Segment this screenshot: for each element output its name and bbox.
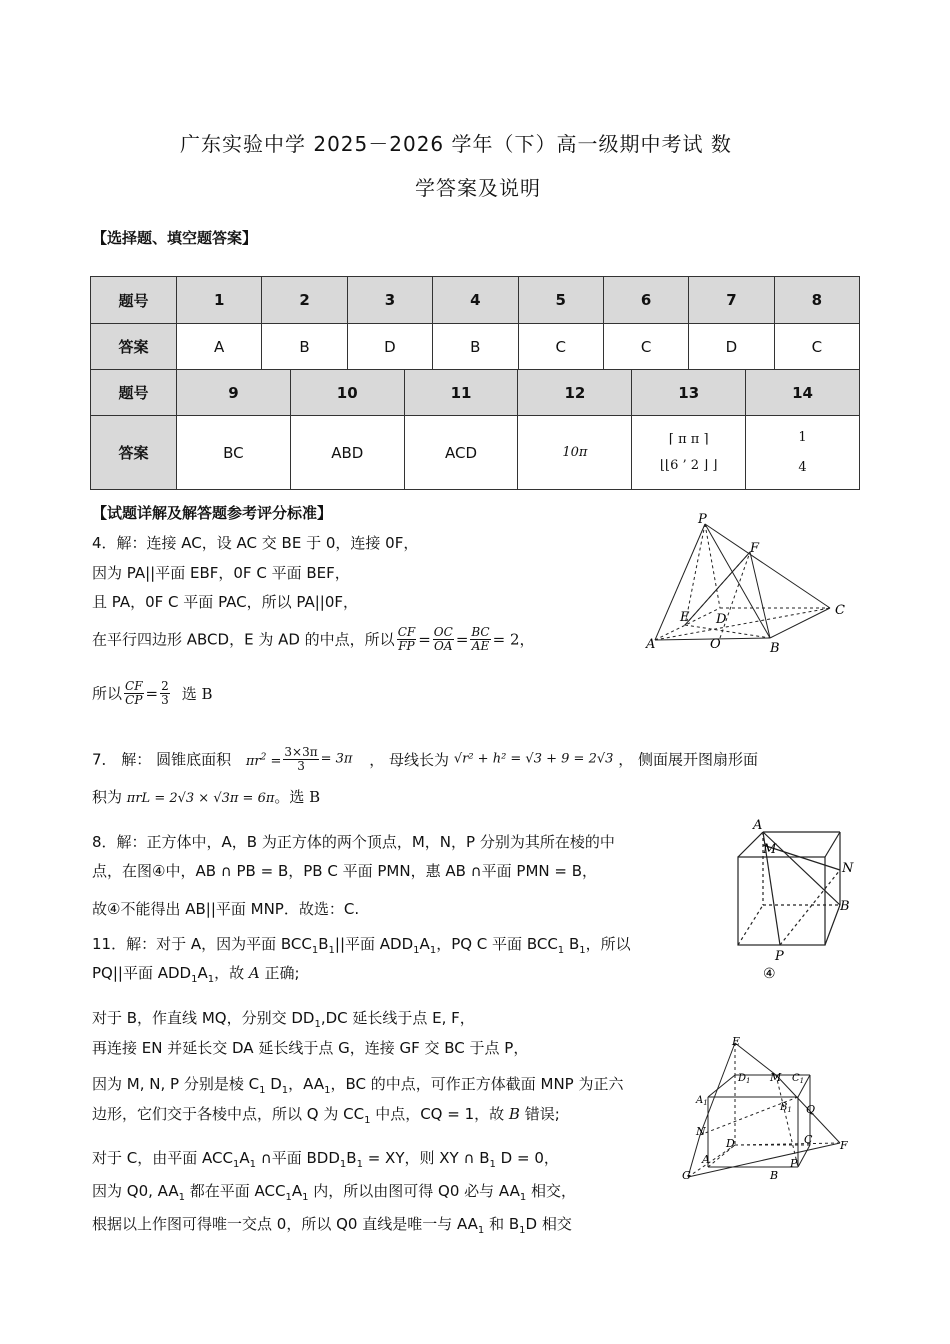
sub: 1	[191, 974, 198, 985]
equals: =	[455, 630, 469, 649]
q4-line-5-end: 选 B	[181, 684, 213, 703]
answer-cell: C	[603, 324, 688, 370]
label-n: N	[696, 1125, 706, 1138]
label-p: P	[698, 512, 707, 527]
q7-line-1	[92, 746, 758, 780]
label-d: D	[726, 1137, 735, 1150]
answer-14-bottom: 4	[798, 459, 807, 475]
answer-cell: A	[177, 324, 262, 370]
sub: 1	[324, 1085, 331, 1096]
sub: 1	[339, 1159, 347, 1170]
q11-line-3	[92, 1007, 475, 1036]
sub: 1	[249, 1159, 256, 1170]
t: 都在平面 ACC	[184, 1182, 286, 1200]
label-q: Q	[806, 1103, 816, 1116]
label-a: A	[753, 818, 763, 833]
t: PQ||平面 ADD	[92, 964, 192, 982]
sub: 1	[364, 1115, 371, 1126]
question-number-cell: 8	[774, 277, 859, 324]
q4-line-2: 因为 PA||平面 EBF，0F C 平面 BEF，	[92, 564, 350, 582]
formula-sup: 2	[260, 752, 267, 763]
sub: 1	[232, 1159, 240, 1170]
numerator: CF	[125, 679, 143, 693]
t: ，所以	[585, 935, 631, 953]
label-b: B	[770, 1169, 779, 1182]
q11-line-5	[92, 1073, 623, 1102]
q8-line-3: 故④不能得出 AB||平面 MNP．故选：C.	[92, 900, 360, 918]
q11-line-2	[92, 962, 300, 991]
label-n: N	[842, 861, 854, 876]
sub: 1	[519, 1225, 526, 1236]
t: D = 0，	[495, 1149, 559, 1167]
q11-line-9	[92, 1213, 572, 1242]
sub: 1	[178, 1192, 185, 1203]
t: A	[197, 964, 208, 982]
q4-line-4-text: 在平行四边形 ABCD，E 为 AD 的中点，所以	[92, 630, 395, 649]
t: ，AA	[288, 1075, 325, 1093]
t: B	[564, 935, 580, 953]
label-m: M	[770, 1071, 782, 1084]
question-number-cell: 9	[177, 370, 291, 416]
label-f: F	[840, 1139, 848, 1152]
t: 对于 B，作直线 MQ，分别交 DD	[92, 1009, 315, 1027]
answer-cell: C	[518, 324, 603, 370]
q8-cube-figure	[725, 815, 860, 985]
sub: 1	[311, 945, 319, 956]
table-answer-label: 答案	[91, 324, 177, 370]
formula-eq: =	[270, 753, 282, 769]
answer-cell: ABD	[290, 416, 404, 490]
answer-table-2	[90, 369, 860, 490]
table-answer-label: 答案	[91, 416, 177, 490]
table-header-cell: 题号	[91, 277, 177, 324]
t: ，故	[214, 964, 249, 982]
label-d: D	[716, 612, 727, 627]
sub: 1	[259, 1085, 266, 1096]
label-c: C	[804, 1133, 813, 1146]
sub: 1	[356, 1159, 363, 1170]
answer-13-bottom: ⌊⌊6 ’ 2 ⌋ ⌋	[659, 457, 718, 473]
answer-cell: 10π	[518, 416, 632, 490]
q4-pyramid-figure	[640, 510, 860, 660]
formula-part: πr	[245, 753, 261, 769]
label-d1-sub: 1	[746, 1077, 751, 1085]
label-o: O	[710, 637, 721, 652]
q4-line-4	[92, 626, 535, 653]
t: = XY，则 XY ∩ B	[362, 1149, 490, 1167]
t: 相交，	[526, 1182, 577, 1200]
question-number-cell: 13	[632, 370, 746, 416]
t: B	[508, 1105, 520, 1123]
answer-cell: C	[774, 324, 859, 370]
q7-text-a: 7． 解： 圆锥底面积	[92, 750, 232, 769]
question-number-cell: 4	[433, 277, 518, 324]
label-e: E	[732, 1035, 741, 1048]
answer-cell: ACD	[404, 416, 518, 490]
answer-cell-13	[632, 416, 746, 490]
label-g: G	[682, 1169, 691, 1182]
sub: 1	[281, 1085, 289, 1096]
question-number-cell: 2	[262, 277, 347, 324]
label-b1	[779, 1102, 792, 1114]
t: 和 B	[484, 1215, 520, 1233]
fraction	[470, 626, 490, 653]
t: B	[346, 1149, 357, 1167]
t: 中点，CQ = 1，故	[370, 1105, 509, 1123]
q7-text-c: ， 侧面展开图扇形面	[618, 750, 758, 769]
sub: 1	[489, 1159, 496, 1170]
t: ，BC 的中点，可作正方体截面 MNP 为正六	[330, 1075, 624, 1093]
t: A	[291, 1182, 303, 1200]
t: 错误;	[519, 1105, 560, 1123]
sub: 1	[302, 1192, 309, 1203]
answer-cell: B	[262, 324, 347, 370]
label-b1-main: B	[780, 1102, 788, 1113]
sub: 1	[207, 974, 215, 985]
formula-result: = 3π	[320, 751, 353, 767]
table-row	[91, 324, 860, 370]
t: 对于 C，由平面 ACC	[92, 1149, 233, 1167]
table-row	[91, 277, 860, 324]
question-number-cell: 10	[290, 370, 404, 416]
q8-line-1: 8．解：正方体中，A，B 为正方体的两个顶点，M，N，P 分别为其所在棱的中	[92, 833, 615, 851]
q11-line-8	[92, 1180, 576, 1209]
question-number-cell: 5	[518, 277, 603, 324]
sub: 1	[314, 1019, 321, 1030]
label-b1-sub: 1	[787, 1106, 792, 1114]
denominator: OA	[434, 639, 453, 653]
q4-line-5-text: 所以	[92, 684, 123, 703]
sector-formula: πrL = 2√3 × √3π = 6π	[126, 791, 275, 806]
q11-line-1	[92, 933, 631, 962]
q11-cube-section-figure	[680, 1035, 855, 1185]
area-formula	[246, 754, 282, 769]
t: D	[265, 1075, 282, 1093]
t: ,DC 延长线于点 E, F，	[320, 1009, 475, 1027]
label-b: B	[840, 899, 850, 914]
label-p: P	[790, 1157, 798, 1170]
question-number-cell: 6	[603, 277, 688, 324]
sub: 1	[519, 1192, 527, 1203]
answer-cell: BC	[177, 416, 291, 490]
label-p: P	[775, 949, 784, 964]
t: ，PQ C 平面 BCC	[436, 935, 558, 953]
answer-table-1	[90, 276, 860, 370]
sub: 1	[328, 945, 335, 956]
slant-formula: √r² + h² = √3 + 9 = 2√3	[453, 751, 614, 767]
question-number-cell: 7	[689, 277, 774, 324]
table-header-cell: 题号	[91, 370, 177, 416]
numerator: BC	[471, 625, 490, 639]
question-number-cell: 1	[177, 277, 262, 324]
label-e: E	[680, 610, 690, 625]
fraction	[397, 626, 417, 653]
sub: 1	[557, 945, 565, 956]
question-number-cell: 11	[404, 370, 518, 416]
sub: 1	[477, 1225, 485, 1236]
t: 正确;	[259, 964, 300, 982]
q4-line-3: 且 PA，0F C 平面 PAC，所以 PA||0F，	[92, 593, 359, 611]
q11-line-4: 再连接 EN 并延长交 DA 延长线于点 G，连接 GF 交 BC 于点 P，	[92, 1039, 529, 1057]
fraction	[283, 746, 318, 773]
q4-line-4-end: = 2，	[492, 630, 535, 649]
t: ∩平面 BDD	[255, 1149, 340, 1167]
q4-line-5	[92, 680, 213, 707]
label-c1-main: C	[792, 1073, 800, 1084]
section-heading-answers: 【选择题、填空题答案】	[92, 229, 258, 247]
sub: 1	[285, 1192, 292, 1203]
denominator: 3	[161, 693, 169, 707]
q7-line-2-end: 。选 B	[274, 788, 321, 806]
t: A	[239, 1149, 250, 1167]
label-c1-sub: 1	[799, 1077, 805, 1085]
answer-cell: B	[433, 324, 518, 370]
denominator: 3	[297, 759, 305, 773]
answer-cell: D	[347, 324, 432, 370]
t: 边形，它们交于各棱中点，所以 Q 为 CC	[92, 1105, 365, 1123]
fraction	[433, 626, 454, 653]
label-a: A	[646, 637, 656, 652]
t: A	[248, 964, 260, 982]
t: 内，所以由图可得 Q0 必与 AA	[308, 1182, 520, 1200]
denominator: CP	[125, 693, 143, 707]
question-number-cell: 3	[347, 277, 432, 324]
sub: 1	[413, 945, 420, 956]
answer-14-top: 1	[798, 429, 807, 445]
denominator: FP	[398, 639, 415, 653]
table-row	[91, 370, 860, 416]
label-c: C	[835, 603, 845, 618]
label-d1-main: D	[738, 1073, 747, 1084]
label-a: A	[702, 1153, 710, 1166]
question-number-cell: 14	[746, 370, 860, 416]
label-m: M	[763, 842, 777, 857]
q8-line-2: 点，在图④中，AB ∩ PB = B，PB C 平面 PMN，惠 AB ∩平面 PMN = B，	[92, 862, 598, 880]
t: A	[419, 935, 430, 953]
answer-cell: D	[689, 324, 774, 370]
label-b: B	[770, 641, 780, 656]
equals: =	[418, 630, 431, 649]
section-heading-solutions: 【试题详解及解答题参考评分标准】	[92, 504, 333, 522]
sub: 1	[579, 945, 586, 956]
t: 因为 M, N, P 分别是棱 C	[92, 1075, 260, 1093]
q11-line-6	[92, 1103, 560, 1132]
label-a1	[695, 1095, 708, 1107]
t: B	[318, 935, 329, 953]
label-a1-main: A	[696, 1095, 704, 1106]
answer-13-top: ⌈ π π ⌉	[668, 431, 709, 447]
figure-number-label: ④	[763, 966, 776, 982]
question-number-cell: 12	[518, 370, 632, 416]
answer-cell-14	[746, 416, 860, 490]
fraction	[160, 680, 170, 707]
q7-line-2-text: 积为	[92, 788, 123, 806]
t: ||平面 ADD	[334, 935, 414, 953]
q7-text-b: ， 母线长为	[369, 750, 450, 769]
numerator: 3×3π	[284, 745, 318, 759]
sub: 1	[429, 945, 437, 956]
doc-title-line2: 学答案及说明	[415, 176, 541, 200]
q11-line-7	[92, 1147, 559, 1176]
t: D 相交	[525, 1215, 572, 1233]
fraction	[124, 680, 144, 707]
label-f: F	[750, 541, 760, 556]
label-a1-sub: 1	[703, 1099, 708, 1107]
numerator: 2	[161, 679, 169, 693]
t: 11．解：对于 A，因为平面 BCC	[92, 935, 312, 953]
numerator: CF	[397, 625, 416, 639]
table-row	[91, 416, 860, 490]
t: 因为 Q0, AA	[92, 1182, 179, 1200]
equals: =	[145, 684, 159, 703]
denominator: AE	[471, 639, 490, 653]
q4-line-1: 4．解：连接 AC，设 AC 交 BE 于 0，连接 0F，	[92, 534, 419, 552]
t: 根据以上作图可得唯一交点 0，所以 Q0 直线是唯一与 AA	[92, 1215, 478, 1233]
q7-line-2	[92, 786, 320, 810]
doc-title-line1: 广东实验中学 2025－2026 学年（下）高一级期中考试 数	[180, 132, 732, 156]
numerator: OC	[433, 625, 453, 639]
